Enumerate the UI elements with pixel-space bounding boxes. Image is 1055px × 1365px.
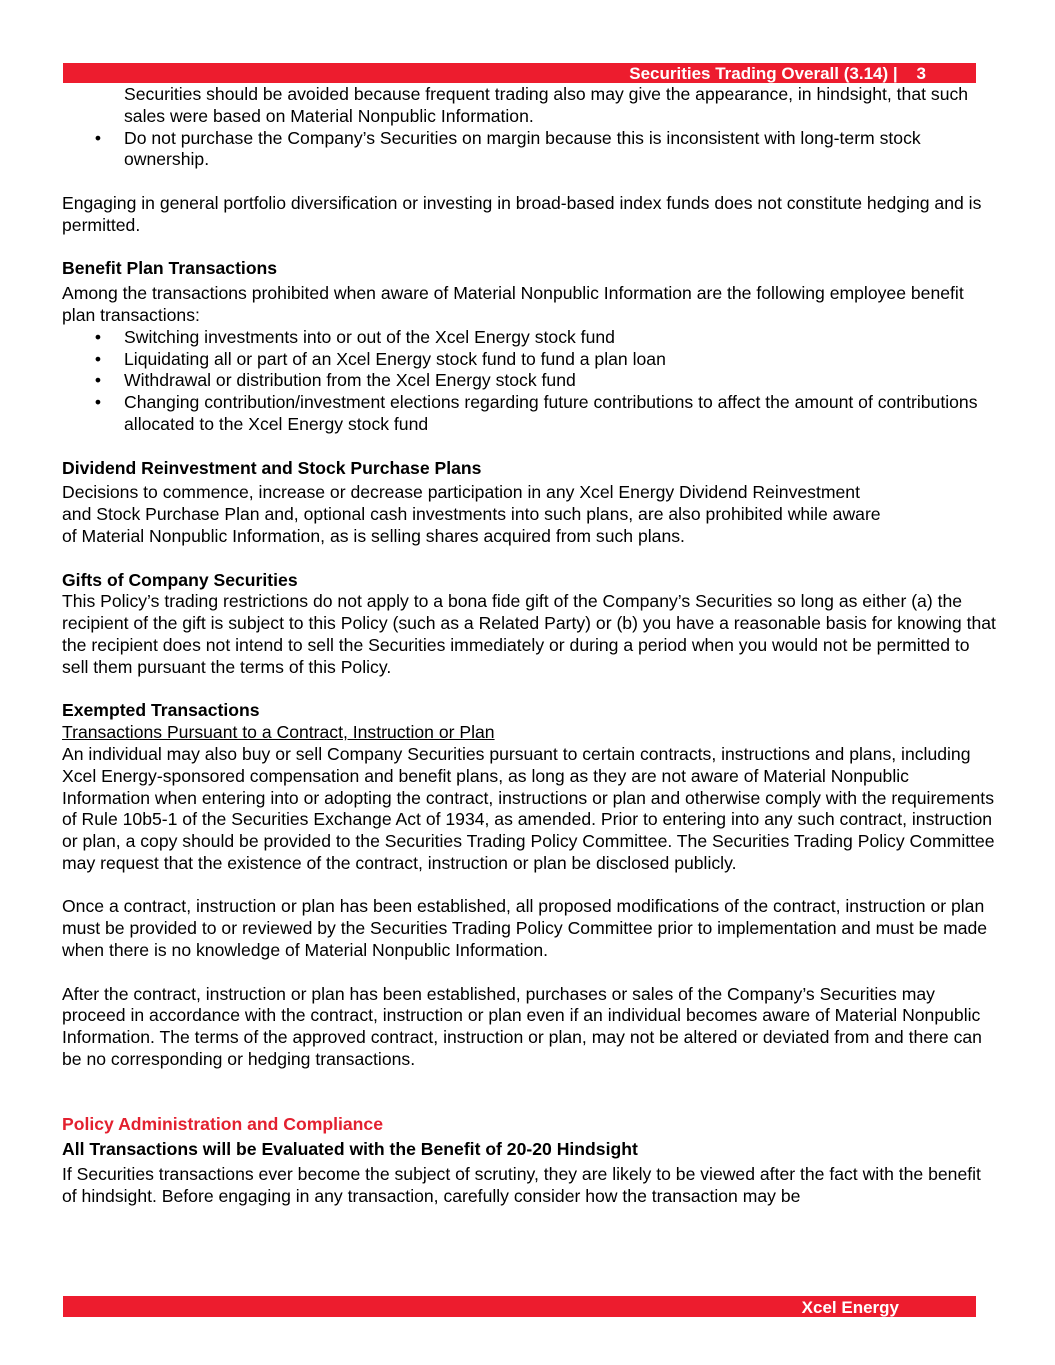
administration-heading: Policy Administration and Compliance [62,1114,383,1135]
hedging-note: Engaging in general portfolio diversification or investing in broad-based index funds does not constitute hedging and is permitted. [62,192,982,235]
header-section-title: Securities Trading Overall (3.14) | [629,64,898,83]
exempted-paragraph-2: Once a contract, instruction or plan has been established, all proposed modifications of the contract, instruction or plan must be provided to or reviewed by the Securities Trading Policy Committee prior to implementation and must be made when there is no knowledge of Material Nonpublic Information. [62,896,988,961]
list-item [62,349,997,371]
benefit-plan-intro: Among the transactions prohibited when aware of Material Nonpublic Information are the following employee benefit plan transactions: [62,283,964,325]
dividend-line: Decisions to commence, increase or decrease participation in any Xcel Energy Dividend Reinvestment [62,482,860,503]
bullet-icon: • [94,326,102,347]
bullet-icon: • [94,127,102,148]
dividend-line: and Stock Purchase Plan and, optional cash investments into such plans, are also prohibited while aware [62,504,881,525]
list-item [62,392,997,436]
administration-body: If Securities transactions ever become the subject of scrutiny, they are likely to be viewed after the fact with the benefit of hindsight. Before engaging in any transaction, carefully consider how the transaction may be [62,1164,981,1206]
header-bar [63,63,976,83]
administration-subheading: All Transactions will be Evaluated with the Benefit of 20-20 Hindsight [62,1139,638,1160]
exempted-subheading: Transactions Pursuant to a Contract, Instruction or Plan [62,722,495,743]
list-item [62,327,997,349]
bullet-icon: • [94,348,102,369]
list-item-text: Do not purchase the Company’s Securities on margin because this is inconsistent with long-term stock ownership. [124,127,921,170]
exempted-paragraph-1: An individual may also buy or sell Company Securities pursuant to certain contracts, instructions and plans, including Xcel Energy-sponsored compensation and benefit plans, as long as they are not aware of Material Nonpublic Information when entering into or adopting the contract, instructions or plan and otherwise comply with the requirements of Rule 10b5-1 of the Securities Exchange Act of 1934, as amended. Prior to entering into any such contract, instruction or plan, a copy should be provided to the Securities Trading Policy Committee. The Securities Trading Policy Committee may request that the existence of the contract, instruction or plan be disclosed publicly. [62,743,995,873]
footer-brand: Xcel Energy [801,1298,899,1317]
exempted-paragraph-3: After the contract, instruction or plan has been established, purchases or sales of the Company’s Securities may proceed in accordance with the contract, instruction or plan even if an individual becomes aware of Material Nonpublic Information. The terms of the approved contract, instruction or plan, may not be altered or deviated from and there can be no corresponding or hedging transactions. [62,983,982,1070]
list-item [62,128,997,172]
page-number: 3 [916,64,926,83]
gifts-heading: Gifts of Company Securities [62,569,298,590]
document-body [62,84,997,1208]
dividend-heading: Dividend Reinvestment and Stock Purchase Plans [62,457,482,478]
list-item [62,370,997,392]
list-item-text: Liquidating all or part of an Xcel Energy stock fund to fund a plan loan [124,348,666,369]
list-item-text: Withdrawal or distribution from the Xcel Energy stock fund [124,370,576,391]
header-title [629,63,926,83]
bullet-icon: • [94,392,102,413]
exempted-heading: Exempted Transactions [62,700,260,721]
benefit-plan-list [62,327,997,436]
intro-bullet-list [62,128,997,172]
dividend-line: of Material Nonpublic Information, as is selling shares acquired from such plans. [62,525,685,546]
list-item-text: Switching investments into or out of the Xcel Energy stock fund [124,326,615,347]
benefit-plan-heading: Benefit Plan Transactions [62,258,278,279]
gifts-body: This Policy’s trading restrictions do not apply to a bona fide gift of the Company’s Securities so long as either (a) the recipient of the gift is subject to this Policy (such as a Related Party) or (b) you have a reasonable basis for knowing that the recipient does not intend to sell the Securities immediately or during a period when you would not be permitted to sell them pursuant the terms of this Policy. [62,591,996,677]
bullet-continuation-text: Securities should be avoided because frequent trading also may give the appearance, in hindsight, that such sales were based on Material Nonpublic Information. [124,84,969,126]
footer-bar [63,1296,976,1317]
list-item-text: Changing contribution/investment elections regarding future contributions to affect the amount of contributions allocated to the Xcel Energy stock fund [124,392,978,434]
bullet-icon: • [94,370,102,391]
